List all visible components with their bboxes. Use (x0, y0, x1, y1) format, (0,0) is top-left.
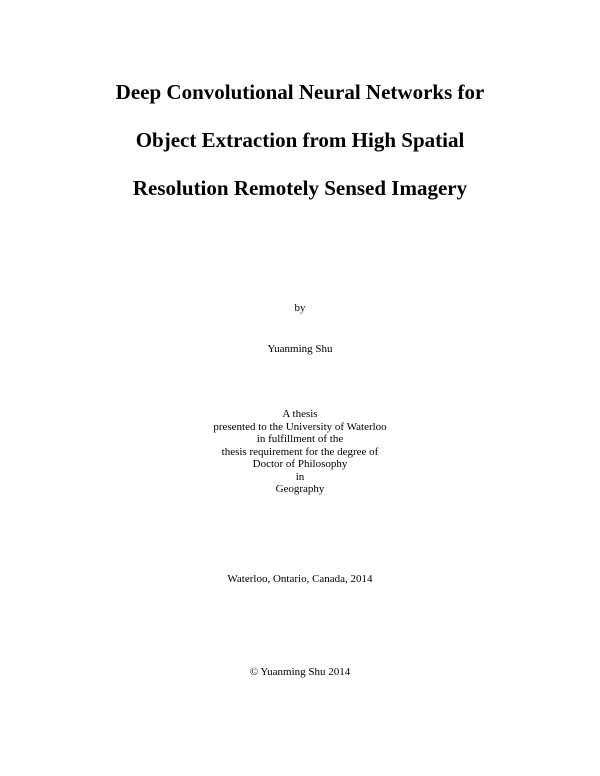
thesis-statement-line-5: Doctor of Philosophy (252, 458, 348, 470)
thesis-statement-line-1: A thesis (282, 408, 318, 420)
thesis-statement-line-2: presented to the University of Waterloo (213, 420, 387, 433)
thesis-title (0, 68, 600, 212)
thesis-title-line-3: Resolution Remotely Sensed Imagery (132, 176, 468, 200)
author-name: Yuanming Shu (267, 343, 333, 355)
thesis-statement-line-4: thesis requirement for the degree of (221, 445, 379, 458)
thesis-statement (0, 408, 600, 496)
thesis-statement-line-3: in fulfillment of the (256, 433, 344, 445)
thesis-title-line-2: Object Extraction from High Spatial (135, 128, 465, 152)
copyright-notice: © Yuanming Shu 2014 (249, 666, 351, 678)
byline: by (294, 302, 306, 314)
thesis-statement-line-6: in (295, 470, 305, 483)
place-and-year: Waterloo, Ontario, Canada, 2014 (227, 573, 373, 585)
thesis-statement-line-7: Geography (275, 483, 325, 495)
thesis-title-line-1: Deep Convolutional Neural Networks for (115, 80, 485, 104)
